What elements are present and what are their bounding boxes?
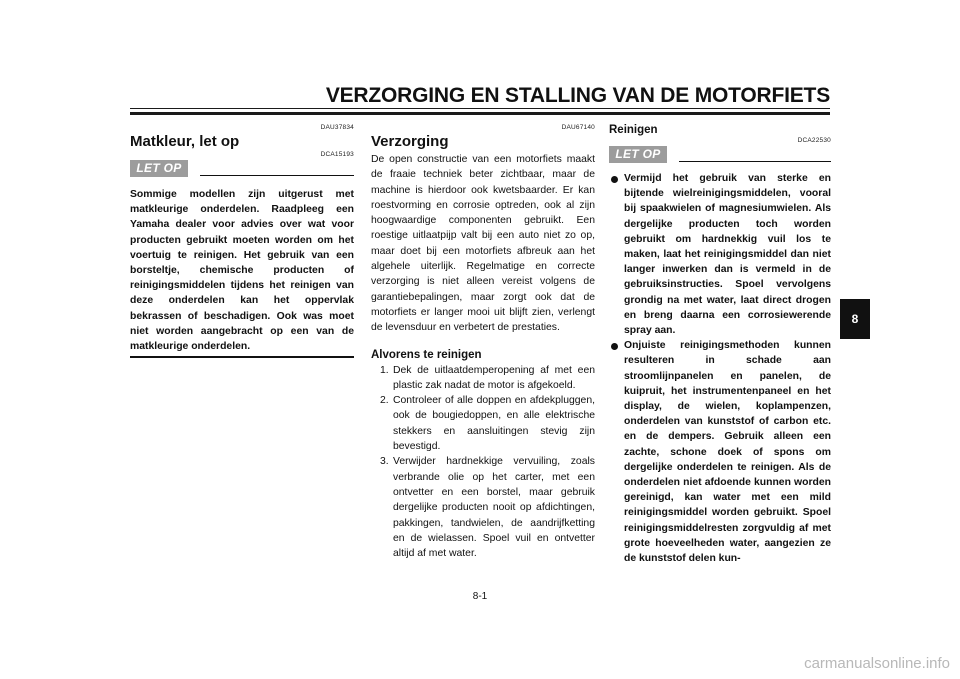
caution-code: DCA15193 xyxy=(320,151,354,158)
caution-rule xyxy=(200,175,354,176)
step-number: 2. xyxy=(380,395,389,407)
middle-column xyxy=(371,124,595,561)
list-item xyxy=(609,338,831,566)
bullet-icon xyxy=(611,176,618,183)
caution-badge: LET OP xyxy=(609,146,667,163)
header-rule-thin xyxy=(130,108,830,109)
bullet-text: Vermijd het gebruik van sterke en bijtende wielreinigingsmiddelen, vooral bij spaakwielen of magnesiumwielen. Als dergelijke producten toch worden gebruikt om hardnekkig vuil los te maken, laat het reinigingsmiddel dan niet langer inwerken dan is vermeld in de gebruiksinstructies. Spoel vervolgens grondig na met water, laat direct drogen en breng daarna een corrosiewerende spray aan. xyxy=(624,173,831,337)
subheading-alvorens: Alvorens te reinigen xyxy=(371,348,482,361)
section-heading-matkleur: Matkleur, let op xyxy=(130,133,240,150)
caution-header xyxy=(130,158,354,182)
caution-bullet-list xyxy=(609,171,831,566)
caution-rule xyxy=(679,161,831,162)
section-heading-verzorging: Verzorging xyxy=(371,133,449,150)
section-code: DAU67140 xyxy=(561,124,595,131)
caution-badge: LET OP xyxy=(130,160,188,177)
header-rule-thick xyxy=(130,112,830,115)
caution-text: Sommige modellen zijn uitgerust met matkleurige onderdelen. Raadpleeg een Yamaha dealer voor advies over wat voor producten gebruikt moeten worden om het voertuig te reinigen. Het gebruik van een borsteltje, chemische producten of reinigingsmiddelen tijdens het reinigen van deze onderdelen kan het oppervlak bekrassen of beschadigen. Ook was moet niet worden aangebracht op een van de matkleurige onderdelen. xyxy=(130,189,354,353)
section-code: DAU37834 xyxy=(320,124,354,131)
page-number: 8-1 xyxy=(472,591,488,602)
bullet-icon xyxy=(611,343,618,350)
list-item xyxy=(371,454,595,561)
step-text: Dek de uitlaatdemperopening af met een plastic zak nadat de motor is afgekoeld. xyxy=(393,364,595,391)
step-number: 3. xyxy=(380,456,389,468)
list-item xyxy=(609,171,831,338)
verzorging-paragraph: De open constructie van een motorfiets maakt de fraaie techniek beter zichtbaar, maar de machine is hierdoor ook kwetsbaarder. Er kan roestvorming en corrosie optreden, ook al zijn hoogwaardige componenten gebruikt. Een roestige uitlaatpijp valt bij een auto niet zo op, maar doet bij een motorfiets afbreuk aan het algehele uiterlijk. Regelmatige en correcte verzorging is niet alleen vereist volgens de garantiebepalingen, maar zorgt ook dat de motorfiets er langer mooi uit blijft zien, verlengt de levensduur en verbetert de prestaties. xyxy=(371,154,595,334)
section-heading-reinigen: Reinigen xyxy=(609,124,658,136)
right-column xyxy=(609,124,831,566)
step-number: 1. xyxy=(380,364,389,376)
list-item xyxy=(371,363,595,394)
caution-header xyxy=(609,144,831,168)
chapter-tab: 8 xyxy=(840,299,870,339)
step-text: Controleer of alle doppen en afdekpluggen, ook de bougiedoppen, en alle elektrische stekkers en aansluitingen stevig zijn bevestigd. xyxy=(393,395,595,453)
step-text: Verwijder hardnekkige vervuiling, zoals verbrande olie op het carter, met een ontvetter en een borstel, maar gebruik dergelijke producten nooit op afdichtingen, pakkingen, tandwielen, de aandrijfketting en de wielassen. Spoel vuil en ontvetter altijd af met water. xyxy=(393,456,595,560)
caution-end-rule xyxy=(130,356,354,358)
caution-code: DCA22530 xyxy=(797,137,831,144)
cleaning-steps-list xyxy=(371,363,595,562)
list-item xyxy=(371,393,595,454)
page-title: VERZORGING EN STALLING VAN DE MOTORFIETS xyxy=(325,84,830,107)
left-column xyxy=(130,124,354,358)
watermark: carmanualsonline.info xyxy=(804,655,950,672)
bullet-text: Onjuiste reinigingsmethoden kunnen resulteren in schade aan stroomlijnpanelen en panelen, de kuipruit, het instrumentenpaneel en het display, de wielen, koplampenzen, onderdelen van kunststof of carbon etc. en de dempers. Gebruik alleen een zachte, schone doek of spons om dergelijke onderdelen te reinigen. Als de onderdelen niet afdoende kunnen worden gereinigd, kan water met een mild reinigingsmiddel worden gebruikt. Spoel reinigingsmiddelresten zorgvuldig af met grote hoeveelheden water, aangezien ze de kunststof delen kun- xyxy=(624,340,831,565)
